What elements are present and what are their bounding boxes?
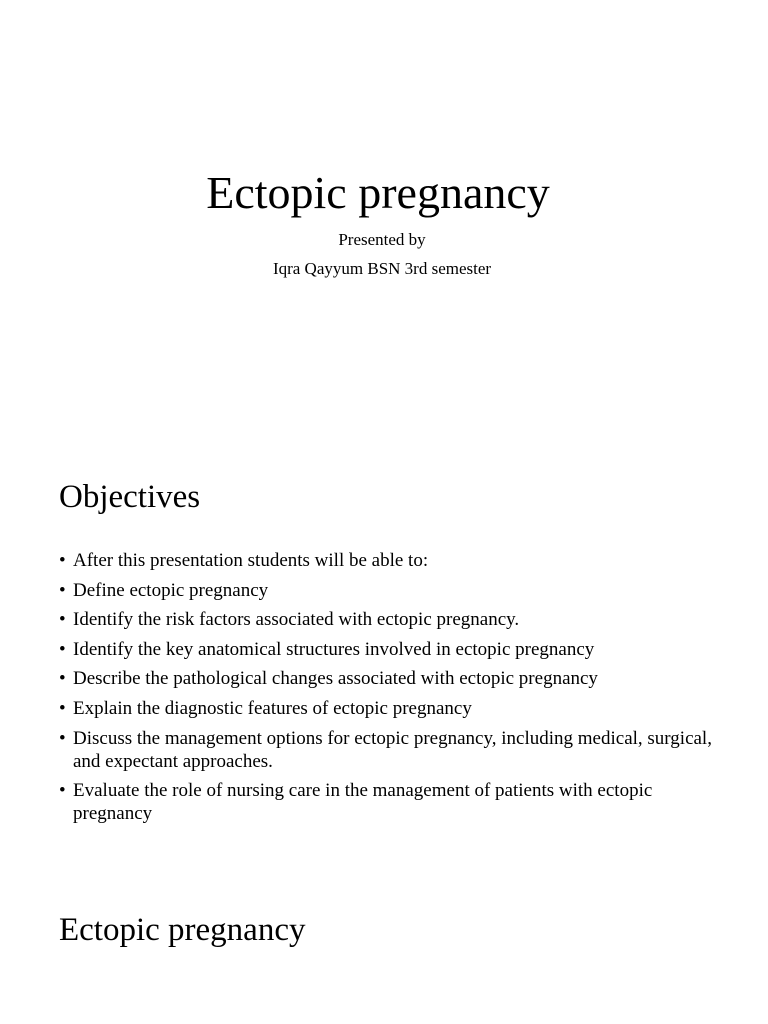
- author-line: Iqra Qayyum BSN 3rd semester: [272, 259, 492, 278]
- objectives-list: [59, 549, 729, 832]
- objective-item: • Define ectopic pregnancy: [59, 579, 729, 602]
- presentation-title: Ectopic pregnancy: [206, 167, 550, 218]
- objective-item: • Identify the risk factors associated with ectopic pregnancy.: [59, 608, 729, 631]
- objective-item: • After this presentation students will be able to:: [59, 549, 729, 572]
- objective-item: • Discuss the management options for ectopic pregnancy, including medical, surgical, and expectant approaches.: [59, 727, 729, 773]
- objective-item: • Evaluate the role of nursing care in the management of patients with ectopic pregnancy: [59, 779, 729, 825]
- presented-by-label: Presented by: [338, 230, 426, 249]
- objective-item: • Identify the key anatomical structures involved in ectopic pregnancy: [59, 638, 729, 661]
- ectopic-pregnancy-heading: Ectopic pregnancy: [59, 912, 306, 948]
- objective-item: • Explain the diagnostic features of ectopic pregnancy: [59, 697, 729, 720]
- objective-item: • Describe the pathological changes associated with ectopic pregnancy: [59, 667, 729, 690]
- objectives-heading: Objectives: [59, 479, 201, 515]
